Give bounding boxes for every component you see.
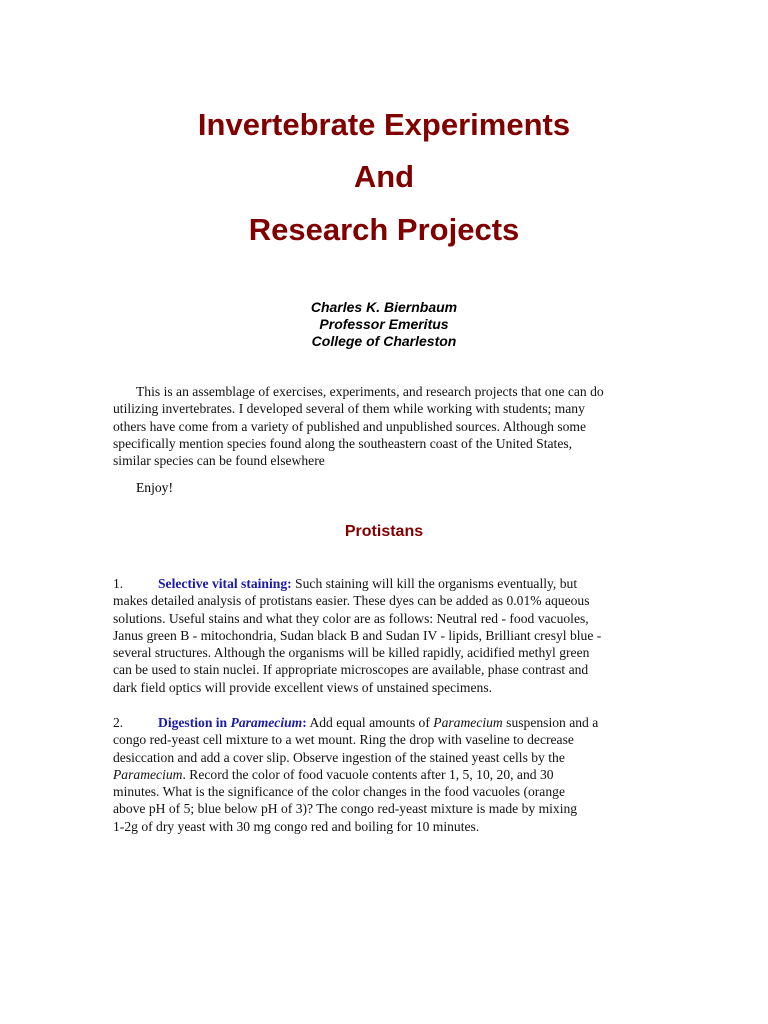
document-title-line-3: Research Projects: [248, 212, 520, 247]
author-name: Charles K. Biernbaum: [310, 299, 458, 315]
item-text: Add equal amounts of: [306, 715, 434, 730]
item-line: minutes. What is the significance of the color changes in the food vacuoles (orange: [113, 784, 565, 800]
item-line: dark field optics will provide excellent views of unstained specimens.: [113, 679, 493, 695]
document-title-line-2: And: [353, 159, 415, 194]
list-item: [113, 575, 659, 696]
intro-line: utilizing invertebrates. I developed several of them while working with students; many: [113, 401, 585, 417]
intro-paragraph: [113, 383, 659, 469]
item-text: suspension and a: [502, 715, 599, 730]
item-title-suffix: :: [302, 715, 307, 730]
item-line: 1-2g of dry yeast with 30 mg congo red and boiling for 10 minutes.: [113, 818, 480, 834]
item-number: 1.: [113, 576, 124, 591]
item-text: . Record the color of food vacuole contents after 1, 5, 10, 20, and 30: [182, 766, 554, 782]
item-line: several structures. Although the organisms will be killed rapidly, acidified methyl green: [113, 645, 590, 661]
item-line: desiccation and add a cover slip. Observe ingestion of the stained yeast cells by the: [113, 749, 565, 765]
intro-closing: Enjoy!: [136, 480, 173, 495]
intro-line: similar species can be found elsewhere: [113, 453, 325, 469]
section-heading: Protistans: [344, 523, 424, 540]
intro-line: This is an assemblage of exercises, experiments, and research projects that one can do: [136, 384, 604, 399]
item-text-species: Paramecium: [113, 766, 183, 782]
author-affiliation: College of Charleston: [311, 333, 457, 349]
item-text: Such staining will kill the organisms eventually, but: [291, 576, 578, 591]
item-title-species: Paramecium: [230, 715, 303, 730]
item-number: 2.: [113, 715, 124, 730]
item-title: Selective vital staining:: [158, 576, 292, 591]
item-line: above pH of 5; blue below pH of 3)? The congo red-yeast mixture is made by mixing: [113, 801, 578, 817]
item-title: [158, 715, 307, 730]
item-line: solutions. Useful stains and what they color are as follows: Neutral red - food vacuoles,: [113, 610, 589, 626]
item-line: can be used to stain nuclei. If appropriate microscopes are available, phase contrast and: [113, 662, 589, 678]
item-line: Janus green B - mitochondria, Sudan black B and Sudan IV - lipids, Brilliant cresyl blue -: [113, 627, 602, 643]
list-item: [113, 714, 659, 835]
item-line: congo red-yeast cell mixture to a wet mount. Ring the drop with vaseline to decrease: [113, 732, 574, 748]
intro-line: others have come from a variety of published and unpublished sources. Although some: [113, 418, 587, 434]
item-line: makes detailed analysis of protistans easier. These dyes can be added as 0.01% aqueous: [113, 593, 590, 609]
item-title-prefix: Digestion in: [158, 715, 231, 730]
document-title-line-1: Invertebrate Experiments: [197, 107, 571, 142]
item-text-species: Paramecium: [433, 715, 503, 730]
author-title: Professor Emeritus: [319, 316, 449, 332]
intro-line: specifically mention species found along the southeastern coast of the United States,: [113, 435, 573, 451]
